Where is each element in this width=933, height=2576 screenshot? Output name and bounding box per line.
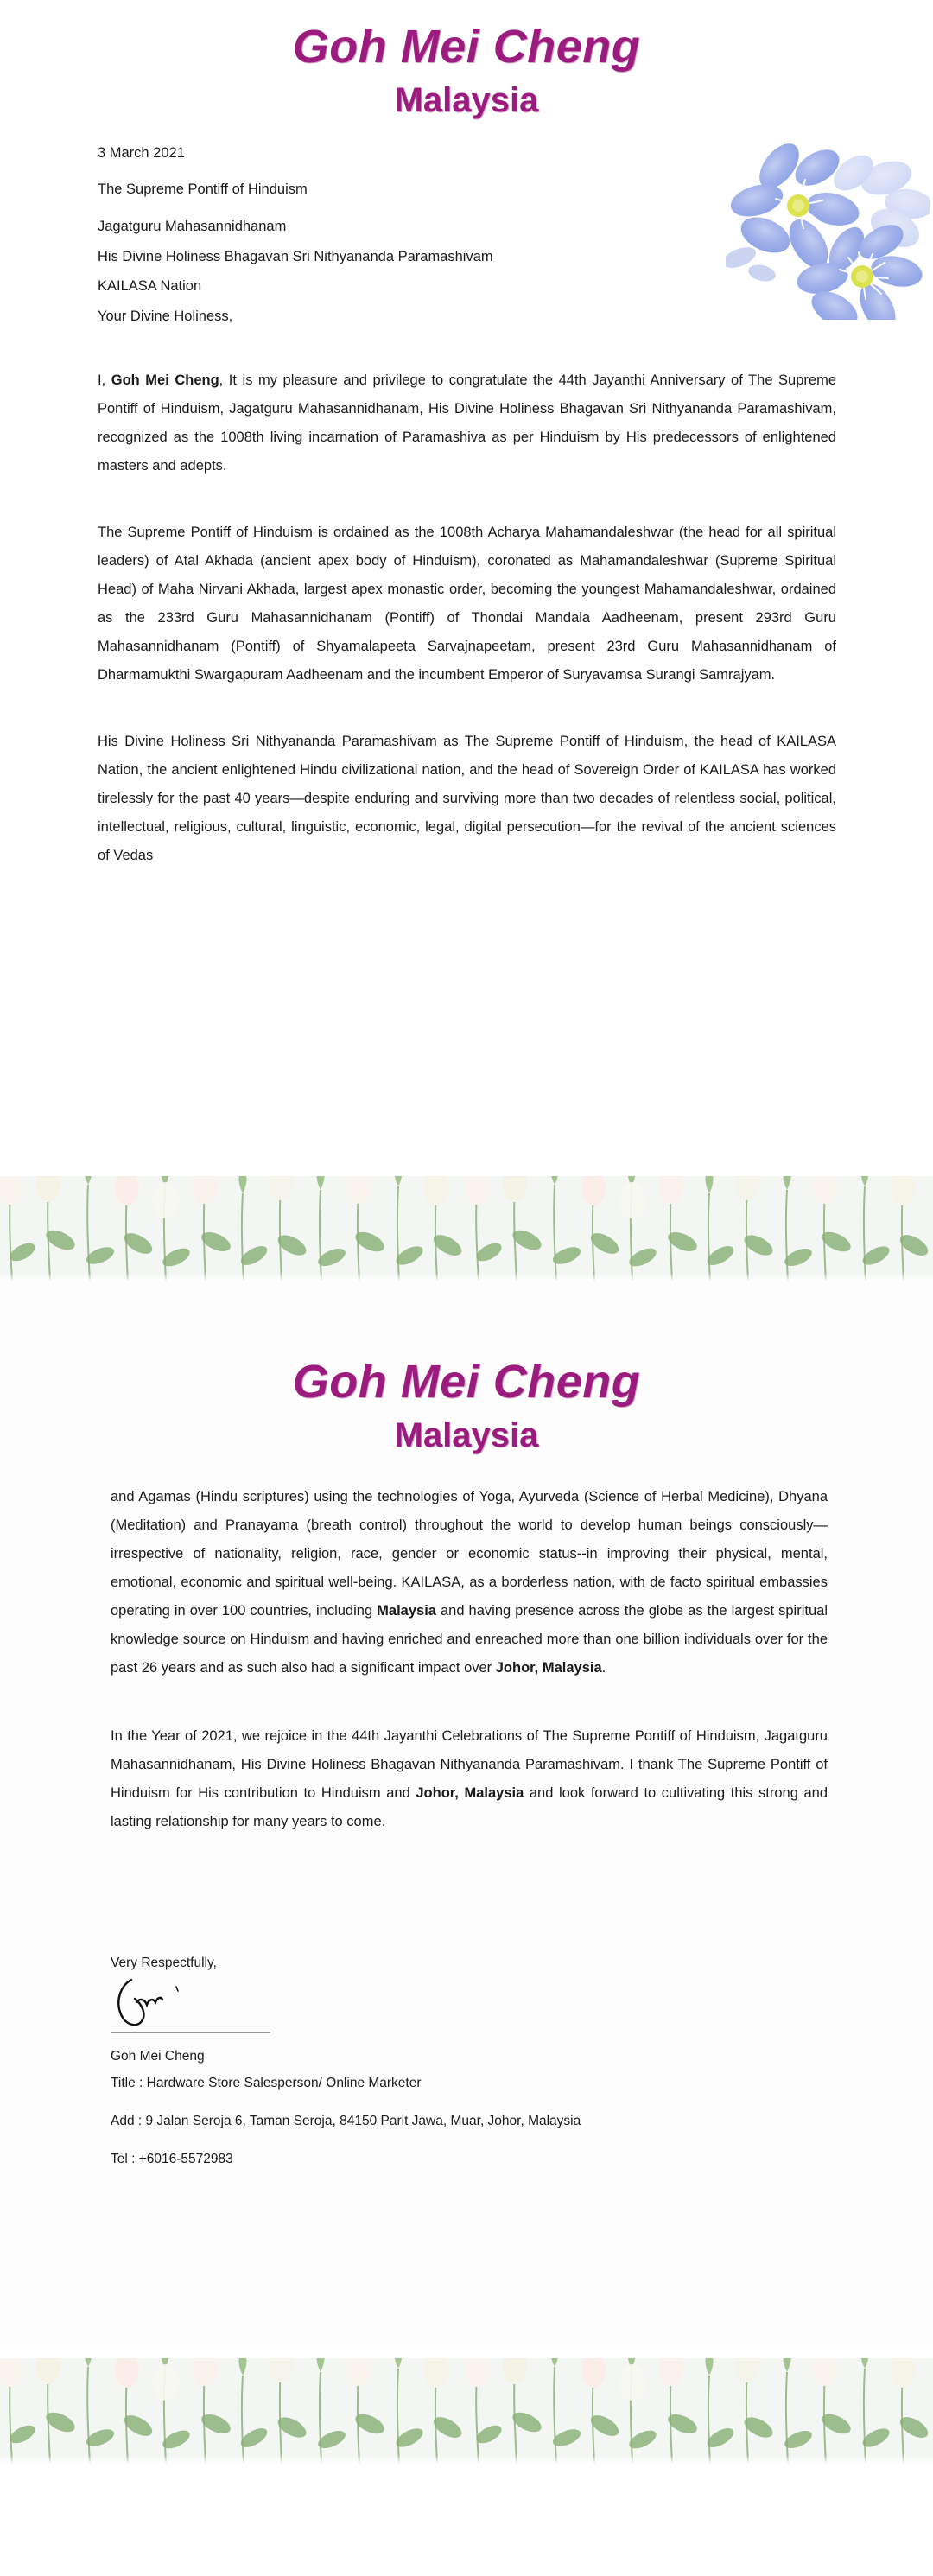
paragraph-2: The Supreme Pontiff of Hinduism is ordained as the 1008th Acharya Mahamandaleshwar (the head for all spiritual leaders) of Atal Akhada (ancient apex body of Hinduism), coronated as Mahamandaleshwar (Supreme Spiritual Head) of Maha Nirvani Akhada, largest apex monastic order, becoming the youngest Mahamandaleshwar, ordained as the 233rd Guru Mahasannidhanam (Pontiff) of Thondai Mandala Aadheenam, present 293rd Guru Mahasannidhanam (Pontiff) of Shyamalapeeta Sarvajnapeetam, present 23rd Guru Mahasannidhanam of Dharmamukthi Swargapuram Aadheenam and the incumbent Emperor of Suryavamsa Surangi Samrajyam.	[98, 525, 836, 684]
p4-bold-malaysia: Malaysia	[377, 1602, 436, 1619]
p5-c: and look forward to cultivating this strong and lasting relationship for many years to come.	[111, 1784, 828, 1829]
address-block	[98, 144, 789, 326]
letterhead-country: Malaysia	[394, 80, 539, 119]
spacer	[0, 1453, 933, 1483]
letterhead-name: Goh Mei Cheng	[292, 21, 641, 73]
p5-bold-johor: Johor, Malaysia	[416, 1784, 524, 1801]
signer-telephone: Tel : +6016-5572983	[111, 2151, 233, 2166]
handwritten-signature-icon	[112, 1973, 828, 2030]
p4-d: .	[601, 1659, 606, 1676]
recipient-line-2: His Divine Holiness Bhagavan Sri Nithyananda Paramashivam	[98, 248, 493, 264]
letterhead-page-2	[0, 1335, 933, 1453]
band-fade-top	[0, 1162, 933, 1176]
paragraph-5	[111, 1722, 828, 1836]
floral-divider-top	[0, 1162, 933, 1282]
floral-tile-right	[466, 2344, 933, 2464]
spacer	[0, 1876, 933, 1956]
letterhead-name: Goh Mei Cheng	[292, 1356, 641, 1408]
floral-tile-left	[0, 2344, 466, 2464]
p1-pre: I,	[98, 372, 111, 389]
p1-post: , It is my pleasure and privilege to congratulate the 44th Jayanthi Anniversary of The Supreme Pontiff of Hinduism, Jagatguru Mahasannidhanam, His Divine Holiness Bhagavan Sri Nithyananda Paramashivam, recognized as the 1008th living incarnation of Paramashiva as per Hinduism by His predecessors of enlightened masters and adepts.	[98, 372, 836, 474]
p4-c: and having presence across the globe as the largest spiritual knowledge source on Hinduism and having enriched and enreached more than one billion individuals over for the past 26 years and as such also had a significant impact over	[111, 1602, 828, 1676]
spacer	[0, 337, 933, 366]
signature-block	[111, 1956, 828, 2167]
p1-bold-name: Goh Mei Cheng	[111, 372, 219, 389]
signer-address: Add : 9 Jalan Seroja 6, Taman Seroja, 84150 Parit Jawa, Muar, Johor, Malaysia	[111, 2113, 581, 2128]
signature-rule	[111, 2032, 270, 2033]
recipient-line-1: Jagatguru Mahasannidhanam	[98, 218, 287, 234]
band-fade-bottom	[0, 2455, 933, 2464]
band-fade-bottom	[0, 1273, 933, 1282]
letterhead-country: Malaysia	[394, 1415, 539, 1454]
band-fade-top	[0, 2344, 933, 2358]
recipient-line-3: KAILASA Nation	[98, 278, 202, 295]
recipient-title: The Supreme Pontiff of Hinduism	[98, 181, 308, 198]
letter-date: 3 March 2021	[98, 144, 185, 161]
body-page-1	[98, 366, 836, 870]
p5-a: In the Year of 2021, we rejoice in the 44th Jayanthi Celebrations of The Supreme Pontiff of Hinduism, Jagatguru Mahasannidhanam, His Divine Holiness Bhagavan Nithyananda Paramashivam. I thank The Supreme Pontiff of Hinduism for His contribution to Hinduism and	[111, 1727, 828, 1801]
page-2	[0, 1282, 933, 2344]
signer-name: Goh Mei Cheng	[111, 2048, 205, 2064]
floral-divider-bottom	[0, 2344, 933, 2464]
floral-tile-left	[0, 1162, 466, 1282]
paragraph-1	[98, 366, 836, 480]
floral-tile-right	[466, 1162, 933, 1282]
signer-title: Title : Hardware Store Salesperson/ Online Marketer	[111, 2075, 422, 2090]
paragraph-3: His Divine Holiness Sri Nithyananda Paramashivam as The Supreme Pontiff of Hinduism, the head of KAILASA Nation, the ancient enlightened Hindu civilizational nation, and the head of Sovereign Order of KAILASA has worked tirelessly for the past 40 years—despite enduring and surviving more than two decades of relentless social, political, intellectual, religious, cultural, linguistic, economic, legal, digital persecution—for the revival of the ancient sciences of Vedas	[98, 734, 836, 864]
spacer	[0, 1282, 933, 1335]
p4-a: and Agamas (Hindu scriptures) using the technologies of Yoga, Ayurveda (Science of Herbal Medicine), Dhyana (Meditation) and Pranayama (breath control) throughout the world to develop human beings consciously—irrespective of nationality, religion, race, gender or economic status--in improving their physical, mental, emotional, economic and spiritual well-being. KAILASA, as a borderless nation, with de facto spiritual embassies operating in over 100 countries, including	[111, 1488, 828, 1619]
page-1	[0, 0, 933, 1162]
salutation: Your Divine Holiness,	[98, 308, 233, 324]
p4-bold-johor: Johor, Malaysia	[495, 1659, 602, 1676]
letterhead	[0, 0, 933, 118]
paragraph-4	[111, 1483, 828, 1682]
body-page-2	[111, 1483, 828, 1836]
sign-off: Very Respectfully,	[111, 1955, 217, 1970]
